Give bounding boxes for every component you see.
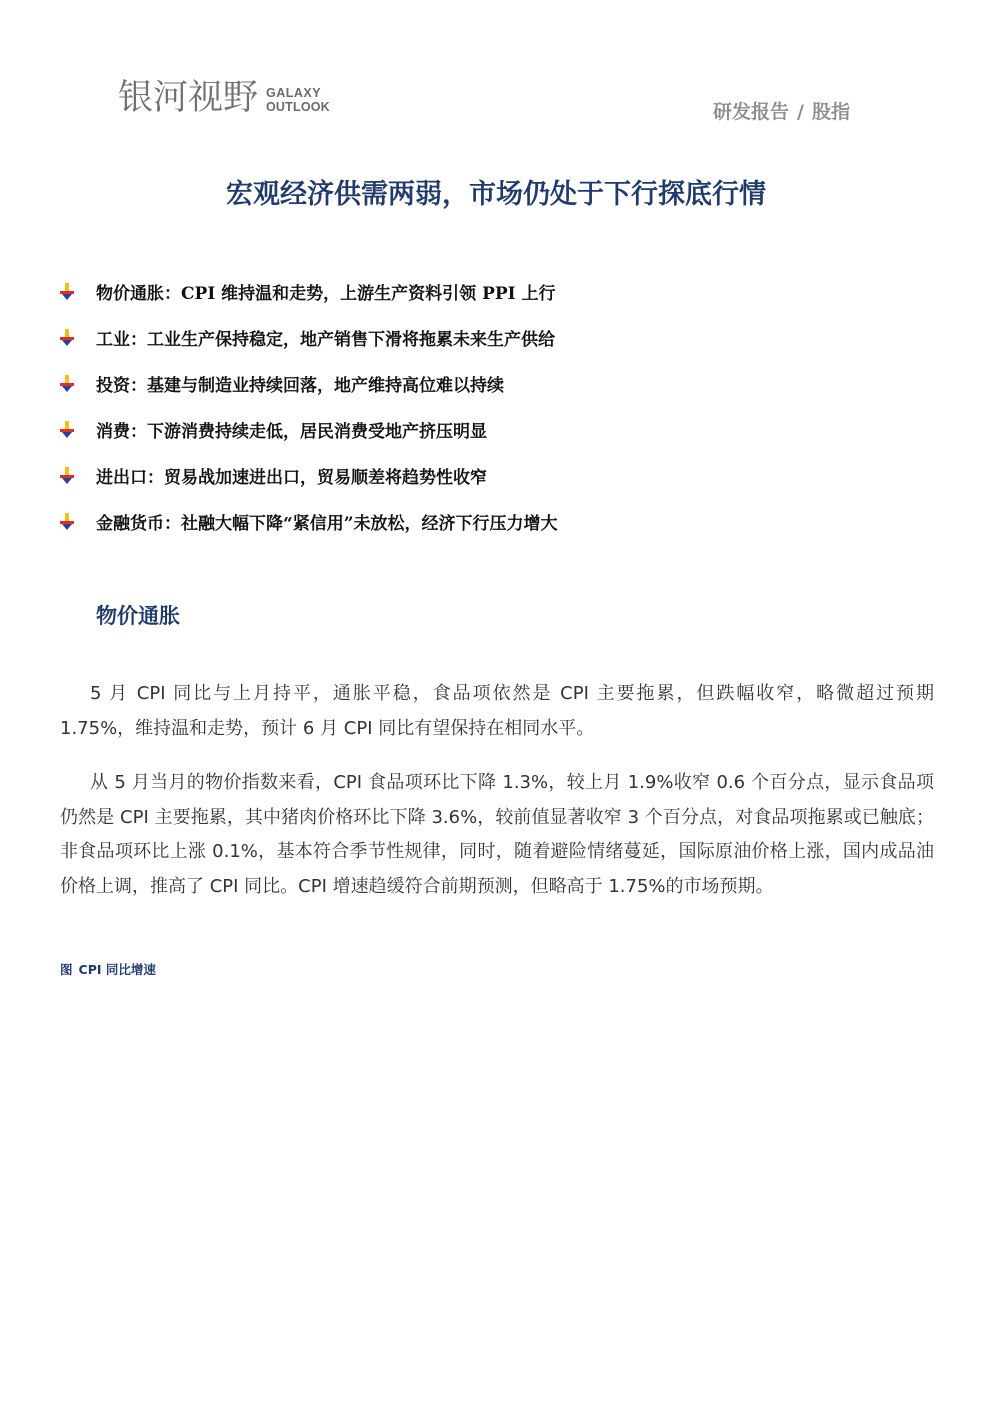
summary-item-text: 消费：下游消费持续走低，居民消费受地产挤压明显	[96, 422, 487, 442]
summary-item-text: 工业：工业生产保持稳定，地产销售下滑将拖累未来生产供给	[96, 330, 555, 350]
summary-item-text: 投资：基建与制造业持续回落，地产维持高位难以持续	[96, 376, 504, 396]
figure-caption	[60, 960, 156, 978]
arrow-down-icon	[60, 283, 76, 301]
breadcrumb-separator: /	[797, 101, 804, 123]
report-category-label: 股指	[811, 101, 850, 123]
report-type-label: 研发报告	[713, 101, 790, 123]
summary-list	[60, 276, 940, 552]
figure-title: CPI 同比增速	[78, 962, 156, 977]
summary-item	[60, 460, 940, 506]
logo-english-line1: GALAXY	[266, 86, 322, 100]
logo-english-line2: OUTLOOK	[266, 100, 330, 114]
body-paragraph: 从 5 月当月的物价指数来看，CPI 食品项环比下降 1.3%，较上月 1.9%收窄 0.6 个百分点，显示食品项仍然是 CPI 主要拖累，其中猪肉价格环比下降 3.6%，较前值显著收窄 3 个百分点，对食品项拖累或已触底；非食品项环比上涨 0.1%，基本符合季节性规律，同时，随着避险情绪蔓延，国际原油价格上涨，国内成品油价格上调，推高了 CPI 同比。CPI 增速趋缓符合前期预测，但略高于 1.75%的市场预期。	[60, 772, 934, 897]
summary-item	[60, 322, 940, 368]
section-heading: 物价通胀	[96, 604, 180, 628]
summary-item-text: 物价通胀：CPI 维持温和走势，上游生产资料引领 PPI 上行	[96, 284, 556, 304]
summary-item	[60, 414, 940, 460]
summary-item	[60, 368, 940, 414]
arrow-down-icon	[60, 513, 76, 531]
arrow-down-icon	[60, 421, 76, 439]
arrow-down-icon	[60, 467, 76, 485]
page-title: 宏观经济供需两弱，市场仍处于下行探底行情	[226, 179, 766, 210]
logo-chinese-text: 银河视野	[118, 78, 259, 118]
body-paragraph: 5 月 CPI 同比与上月持平，通胀平稳，食品项依然是 CPI 主要拖累，但跌幅收窄，略微超过预期 1.75%，维持温和走势，预计 6 月 CPI 同比有望保持在相同水平。	[60, 683, 934, 739]
summary-item	[60, 506, 940, 552]
report-breadcrumb	[713, 97, 850, 124]
arrow-down-icon	[60, 375, 76, 393]
summary-item-text: 进出口：贸易战加速进出口，贸易顺差将趋势性收窄	[96, 468, 487, 488]
summary-item	[60, 276, 940, 322]
figure-label: 图	[60, 962, 73, 977]
arrow-down-icon	[60, 329, 76, 347]
logo-english-text	[266, 86, 330, 114]
summary-item-text: 金融货币：社融大幅下降“紧信用”未放松，经济下行压力增大	[96, 514, 558, 534]
